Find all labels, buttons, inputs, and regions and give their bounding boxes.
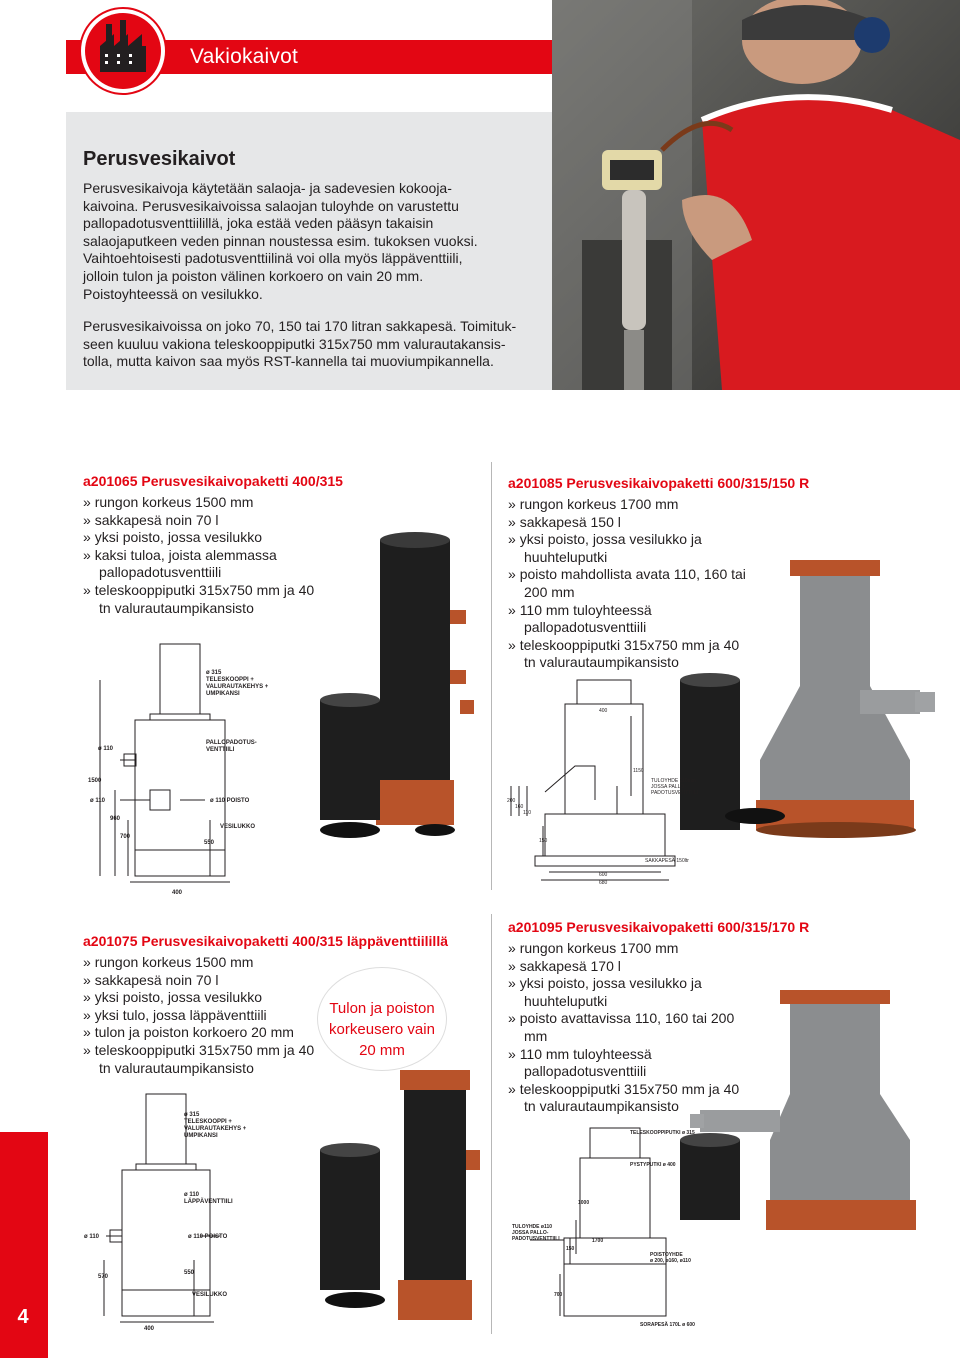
page-title: Vakiokaivot bbox=[190, 45, 299, 68]
list-item: » rungon korkeus 1700 mm bbox=[508, 940, 748, 958]
product-title: a201095 Perusvesikaivopaketti 600/315/170 R bbox=[508, 919, 810, 935]
drawing-label: 400 bbox=[599, 708, 608, 714]
product-photo bbox=[310, 530, 490, 860]
list-item: » sakkapesä noin 70 l bbox=[83, 972, 323, 990]
drawing-label: UMPIKANSI bbox=[184, 1133, 218, 1139]
drawing-label: VESILUKKO bbox=[192, 1292, 228, 1298]
drawing-label: 400 bbox=[172, 890, 183, 896]
feature-list bbox=[83, 494, 323, 617]
list-item: » 110 mm tuloyhteessä pallopadotusventtiili bbox=[508, 1046, 748, 1081]
drawing-label: ø 110 bbox=[90, 798, 106, 804]
drawing-label: ø 315 bbox=[184, 1112, 200, 1118]
callout-text: Tulon ja poiston korkeusero vain 20 mm bbox=[329, 1000, 435, 1059]
drawing-label: VALURAUTAKEHYS + bbox=[184, 1126, 247, 1132]
drawing-label: UMPIKANSI bbox=[206, 691, 240, 697]
drawing-label: ø 110 POISTO bbox=[210, 798, 250, 804]
drawing-label: LÄPPÄVENTTIILI bbox=[184, 1199, 233, 1205]
technical-drawing bbox=[505, 676, 725, 888]
drawing-label: PYSTYPUTKI ø 400 bbox=[630, 1162, 676, 1168]
drawing-label: VESILUKKO bbox=[220, 824, 256, 830]
technical-drawing bbox=[80, 1090, 290, 1334]
list-item: » teleskooppiputki 315x750 mm ja 40 tn valurautaumpikansisto bbox=[83, 582, 323, 617]
page-number: 4 bbox=[17, 1306, 29, 1328]
drawing-label: 1000 bbox=[578, 1200, 590, 1206]
list-item: » sakkapesä 170 l bbox=[508, 958, 748, 976]
drawing-label: 960 bbox=[110, 816, 121, 822]
list-item: » rungon korkeus 1500 mm bbox=[83, 494, 323, 512]
list-item: » rungon korkeus 1500 mm bbox=[83, 954, 323, 972]
list-item: » yksi poisto, jossa vesilukko ja huuhteluputki bbox=[508, 531, 748, 566]
list-item: » 110 mm tuloyhteessä pallopadotusventtiili bbox=[508, 602, 748, 637]
product-title: a201075 Perusvesikaivopaketti 400/315 läppäventtiilillä bbox=[83, 933, 448, 949]
drawing-label: JOSSA PALLO- bbox=[651, 784, 686, 790]
intro-paragraph-2: Perusvesikaivoissa on joko 70, 150 tai 170 litran sakkapesä. Toimituk- seen kuuluu vakiona teleskooppiputki 315x750 mm valurautakansis- tolla, mutta kaivon saa myös RST-kannella tai muoviumpikannella. bbox=[83, 318, 517, 370]
list-item: » teleskooppiputki 315x750 mm ja 40 tn valurautaumpikansisto bbox=[83, 1042, 323, 1077]
intro-heading: Perusvesikaivot bbox=[83, 148, 236, 170]
list-item: » yksi tulo, jossa läppäventtiili bbox=[83, 1007, 323, 1025]
drawing-label: SAKKAPESÄ 150ltr bbox=[645, 858, 689, 864]
drawing-label: 1700 bbox=[592, 1238, 604, 1244]
drawing-label: ø 110 bbox=[98, 746, 114, 752]
drawing-label: 700 bbox=[120, 834, 131, 840]
drawing-label: 150 bbox=[566, 1246, 575, 1252]
drawing-label: 600 bbox=[599, 872, 608, 878]
technical-drawing bbox=[510, 1124, 730, 1336]
list-item: » kaksi tuloa, joista alemmassa pallopadotusventtiili bbox=[83, 547, 323, 582]
drawing-label: POISTOYHDE bbox=[650, 1252, 683, 1258]
drawing-label: ø 110 POISTO bbox=[188, 1234, 228, 1240]
list-item: » poisto avattavissa 110, 160 tai 200 mm bbox=[508, 1010, 748, 1045]
product-photo bbox=[300, 1070, 490, 1340]
drawing-label: 1500 bbox=[88, 778, 102, 784]
drawing-label: PADOTUSVENTTIILI bbox=[651, 790, 699, 796]
feature-list bbox=[83, 954, 323, 1077]
drawing-label: SORAPESÄ 170L ø 600 bbox=[640, 1322, 695, 1328]
list-item: » poisto mahdollista avata 110, 160 tai 200 mm bbox=[508, 566, 748, 601]
drawing-label: 1150 bbox=[633, 768, 644, 774]
drawing-label: TELESKOOPPI + bbox=[184, 1119, 232, 1125]
drawing-label: TELESKOOPPI + bbox=[206, 677, 254, 683]
drawing-label: 550 bbox=[184, 1270, 195, 1276]
drawing-label: VALURAUTAKEHYS + bbox=[206, 684, 269, 690]
list-item: » tulon ja poiston korkoero 20 mm bbox=[83, 1024, 323, 1042]
list-item: » yksi poisto, jossa vesilukko ja huuhteluputki bbox=[508, 975, 748, 1010]
list-item: » sakkapesä 150 l bbox=[508, 514, 748, 532]
drawing-label: ø 315 bbox=[206, 670, 222, 676]
list-item: » yksi poisto, jossa vesilukko bbox=[83, 529, 323, 547]
drawing-label: VENTTIILI bbox=[206, 747, 235, 753]
drawing-label: TULOYHDE ø110 bbox=[512, 1224, 553, 1230]
drawing-label: TELESKOOPPIPUTKI ø 315 bbox=[630, 1130, 695, 1136]
column-divider bbox=[491, 462, 492, 890]
drawing-label: JOSSA PALLO- bbox=[512, 1230, 549, 1236]
drawing-label: ø 110 bbox=[84, 1234, 100, 1240]
drawing-label: 680 bbox=[599, 880, 608, 886]
drawing-label: 550 bbox=[204, 840, 215, 846]
technical-drawing bbox=[80, 640, 300, 900]
drawing-label: 700 bbox=[554, 1292, 563, 1298]
list-item: » teleskooppiputki 315x750 mm ja 40 tn valurautaumpikansisto bbox=[508, 1081, 748, 1116]
column-divider bbox=[491, 914, 492, 1334]
drawing-label: 150 bbox=[539, 838, 548, 844]
drawing-label: PADOTUSVENTTIILI bbox=[512, 1236, 560, 1242]
worker-photo bbox=[552, 0, 960, 390]
drawing-label: ø 110 bbox=[184, 1192, 200, 1198]
list-item: » rungon korkeus 1700 mm bbox=[508, 496, 748, 514]
list-item: » teleskooppiputki 315x750 mm ja 40 tn valurautaumpikansisto bbox=[508, 637, 748, 672]
product-title: a201065 Perusvesikaivopaketti 400/315 bbox=[83, 473, 343, 489]
drawing-label: 110 bbox=[523, 810, 531, 816]
drawing-label: 400 bbox=[144, 1326, 155, 1332]
product-title: a201085 Perusvesikaivopaketti 600/315/150 R bbox=[508, 475, 810, 491]
list-item: » sakkapesä noin 70 l bbox=[83, 512, 323, 530]
drawing-label: 160 bbox=[515, 804, 524, 810]
drawing-label: ø 200, ø160, ø110 bbox=[650, 1258, 691, 1264]
drawing-label: 200 bbox=[507, 798, 516, 804]
drawing-label: TULOYHDE 110mm bbox=[651, 778, 696, 784]
intro-paragraph-1: Perusvesikaivoja käytetään salaoja- ja sadevesien kokooja- kaivoina. Perusvesikaivoissa salaojan tuloyhde on varustettu pallopadotusventtiilillä, joka estää veden pääsyn takaisin salaojaputkeen veden pinnan noustessa esim. tukoksen vuoksi. Vaihtoehtoisesti padotusventtiilinä voi olla myös läppäventtiili, jolloin tulon ja poiston välinen korkoero on vain 20 mm. Poistoyhteessä on vesilukko. bbox=[83, 180, 478, 302]
drawing-label: PALLOPADOTUS- bbox=[206, 740, 257, 746]
drawing-label: 570 bbox=[98, 1274, 109, 1280]
list-item: » yksi poisto, jossa vesilukko bbox=[83, 989, 323, 1007]
factory-icon bbox=[78, 6, 168, 96]
